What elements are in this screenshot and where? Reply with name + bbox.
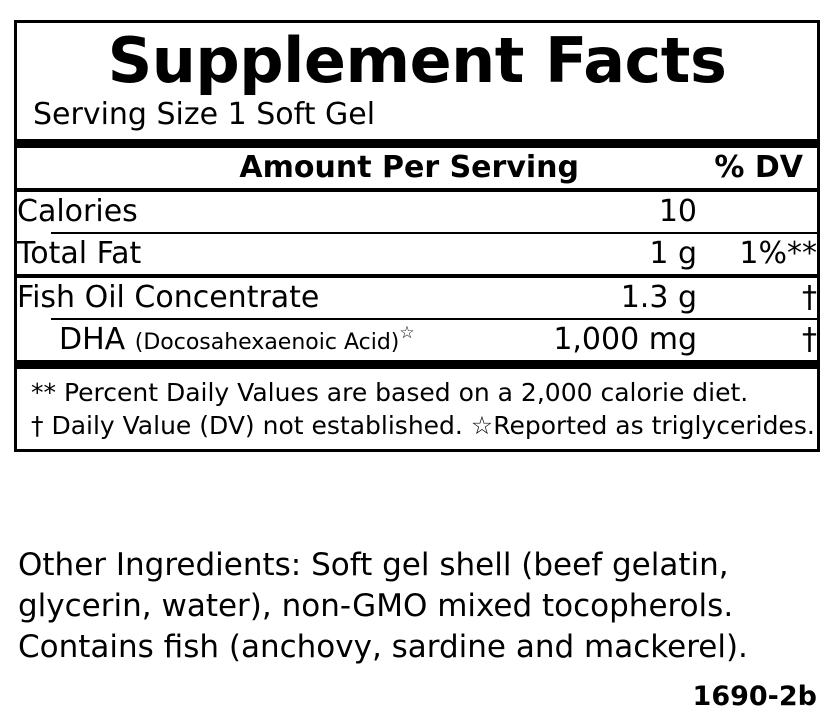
row-label-dha	[17, 320, 516, 360]
nutrient-rows-calories	[17, 192, 817, 232]
nutrient-rows-fish-oil	[17, 278, 817, 318]
nutrient-rows-total-fat	[17, 234, 817, 274]
footnotes	[17, 369, 817, 449]
footnote-dv-not-established: † Daily Value (DV) not established. ☆Reported as triglycerides.	[31, 411, 815, 441]
other-ingredients-line-2: glycerin, water), non-GMO mixed tocopherols.	[18, 588, 734, 625]
row-dv-total-fat: 1%**	[739, 236, 817, 272]
row-dv-calories	[697, 192, 817, 232]
divider-thick-top	[17, 139, 817, 148]
table-row	[17, 278, 817, 318]
nutrition-table	[17, 148, 817, 188]
row-label-fish-oil-concentrate: Fish Oil Concentrate	[17, 280, 320, 316]
dha-name: DHA	[59, 322, 126, 358]
divider-thick-bottom	[17, 360, 817, 369]
nutrient-rows-dha	[17, 320, 817, 360]
row-dv-dha: †	[802, 322, 817, 358]
star-icon: ☆	[399, 323, 415, 344]
supplement-facts-box	[14, 20, 820, 452]
table-header-row	[17, 148, 817, 188]
other-ingredients-line-3: Contains fish (anchovy, sardine and mackerel).	[18, 629, 748, 666]
table-row	[17, 234, 817, 274]
row-dv-fish-oil-concentrate: †	[802, 280, 817, 316]
row-amount-calories: 10	[658, 194, 697, 230]
page-title: Supplement Facts	[107, 24, 727, 97]
other-ingredients	[18, 545, 818, 669]
row-amount-total-fat: 1 g	[649, 236, 697, 272]
other-ingredients-line-1: Other Ingredients: Soft gel shell (beef gelatin,	[18, 547, 729, 583]
percent-dv-header: % DV	[714, 150, 803, 186]
amount-per-serving-header: Amount Per Serving	[239, 150, 579, 186]
table-row	[17, 320, 817, 360]
row-label-calories: Calories	[17, 194, 138, 230]
product-code: 1690-2b	[692, 681, 817, 712]
dha-detail: (Docosahexaenoic Acid)	[134, 330, 400, 356]
row-amount-dha: 1,000 mg	[553, 322, 697, 358]
table-row	[17, 192, 817, 232]
footnote-daily-value: ** Percent Daily Values are based on a 2,000 calorie diet.	[31, 378, 749, 408]
row-label-total-fat: Total Fat	[17, 236, 142, 272]
row-amount-fish-oil-concentrate: 1.3 g	[620, 280, 697, 316]
serving-size: Serving Size 1 Soft Gel	[33, 97, 376, 133]
